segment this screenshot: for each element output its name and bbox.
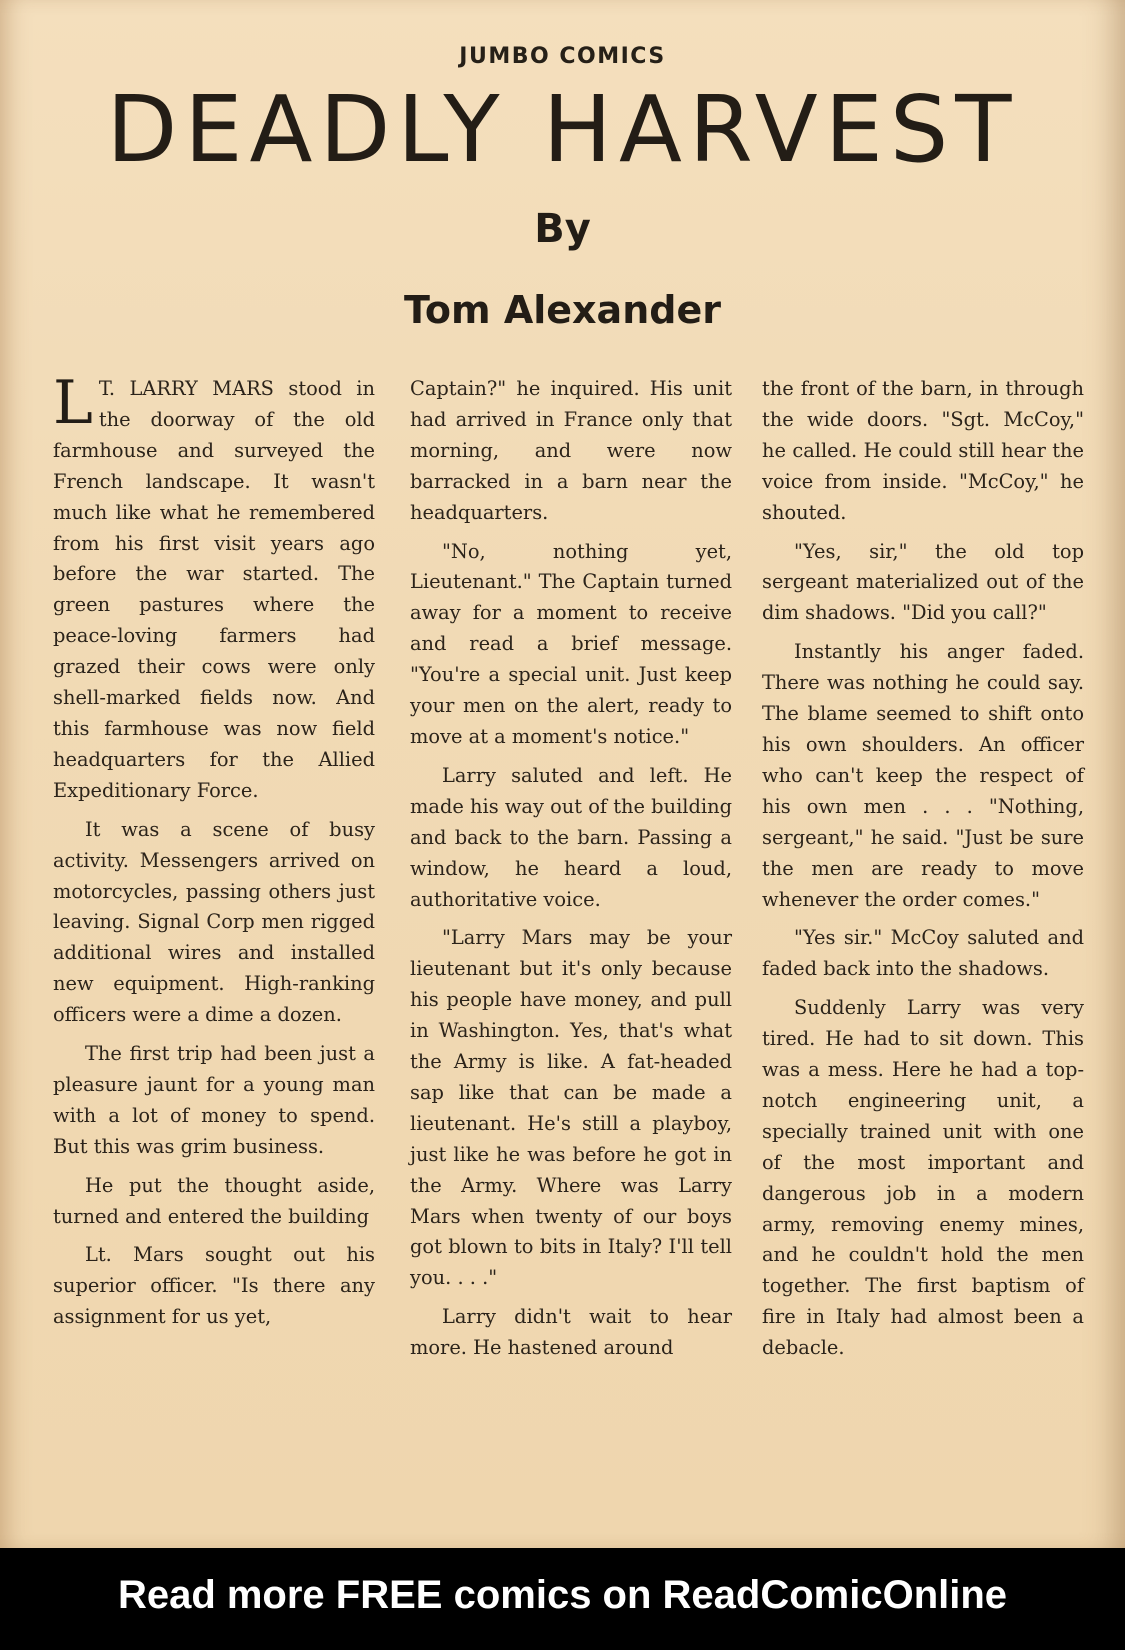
paragraph: The first trip had been just a pleasure jaunt for a young man with a lot of money to spend. But this was grim business. — [53, 1042, 375, 1158]
paragraph: He put the thought aside, turned and entered the building — [53, 1173, 375, 1228]
paragraph: "Larry Mars may be your lieutenant but it's only because his people have money, and pull in Washington. Yes, that's what the Army is like. A fat-headed sap like that can be made a lieutenant. He's still a playboy, just like he was before he got in the Army. Where was Larry Mars when twenty of our boys got blown to bits in Italy? I'll tell you. . . ." — [410, 926, 732, 1290]
paragraph: Lt. Mars sought out his superior officer. "Is there any assignment for us yet, — [53, 1243, 375, 1329]
paragraph: Larry didn't wait to hear more. He hastened around — [410, 1305, 732, 1360]
paragraph: the front of the barn, in through the wide doors. "Sgt. McCoy," he called. He could still hear the voice from inside. "McCoy," he shouted. — [762, 377, 1084, 524]
paragraph: "No, nothing yet, Lieutenant." The Captain turned away for a moment to receive and read a brief message. "You're a special unit. Just keep your men on the alert, ready to move at a moment's notice." — [410, 539, 732, 748]
paragraph-text: T. LARRY MARS stood in the doorway of the old farmhouse and surveyed the French landscape. It wasn't much like what he remembered from his first visit years ago before the war started. The green pastures where the peace-loving farmers had grazed their cows were only shell-marked fields now. And this farmhouse was now field headquarters for the Allied Expeditionary Force. — [53, 377, 375, 802]
publication-name: JUMBO COMICS — [459, 44, 666, 69]
text-column-2 — [410, 374, 732, 1372]
paragraph: Suddenly Larry was very tired. He had to sit down. This was a mess. Here he had a top-notch engineering unit, a specially trained unit with one of the most important and dangerous job in a modern army, removing enemy mines, and he couldn't hold the men together. The first baptism of fire in Italy had almost been a debacle. — [762, 996, 1084, 1360]
paragraph: Instantly his anger faded. There was nothing he could say. The blame seemed to shift onto his own shoulders. An officer who can't keep the respect of his own men . . . "Nothing, sergeant," he said. "Just be sure the men are ready to move whenever the order comes." — [762, 640, 1084, 911]
paragraph: Larry saluted and left. He made his way out of the building and back to the barn. Passing a window, he heard a loud, authoritative voice. — [410, 763, 732, 911]
text-column-3 — [762, 374, 1084, 1372]
promo-banner-text[interactable]: Read more FREE comics on ReadComicOnline — [117, 1573, 1008, 1617]
drop-cap: L — [53, 368, 93, 438]
byline-by: By — [534, 206, 591, 252]
paragraph: It was a scene of busy activity. Messengers arrived on motorcycles, passing others just leaving. Signal Corp men rigged additional wires and installed new equipment. High-ranking officers were a dime a dozen. — [53, 817, 375, 1027]
paragraph — [53, 368, 375, 807]
paragraph: "Yes, sir," the old top sergeant materialized out of the dim shadows. "Did you call?" — [762, 539, 1084, 625]
paragraph: Captain?" he inquired. His unit had arrived in France only that morning, and were now barracked in a barn near the headquarters. — [410, 377, 732, 524]
author-name: Tom Alexander — [404, 288, 721, 332]
promo-banner[interactable] — [0, 1548, 1125, 1650]
paragraph: "Yes sir." McCoy saluted and faded back into the shadows. — [762, 926, 1084, 981]
text-column-1 — [53, 368, 375, 1341]
story-title: DEADLY HARVEST — [106, 76, 1019, 183]
